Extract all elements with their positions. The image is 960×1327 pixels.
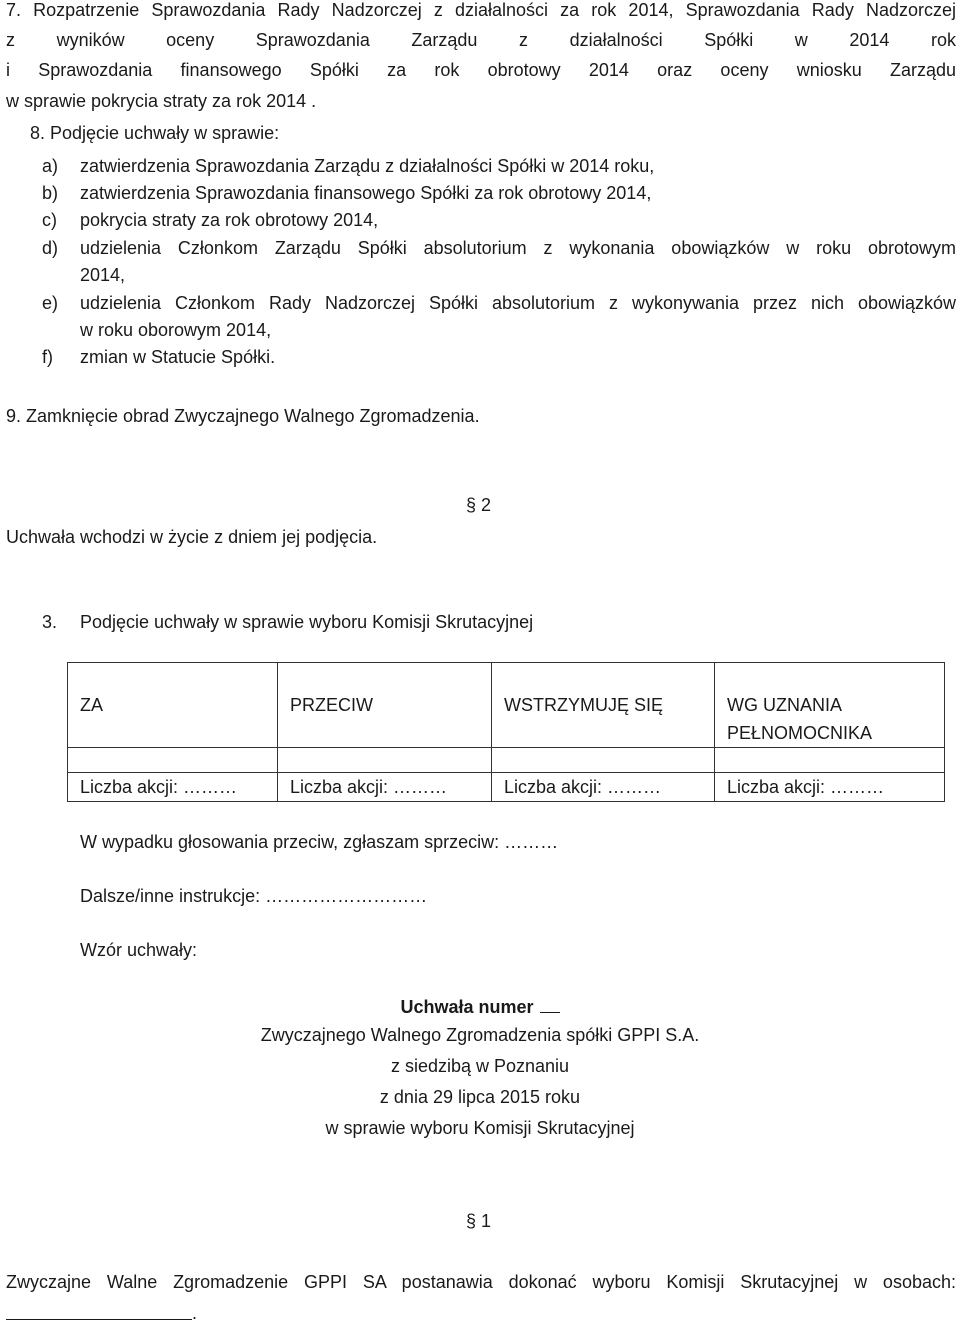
vote-count-przeciw[interactable]: Liczba akcji: ……… (278, 773, 492, 802)
vote-table-spacer-row (68, 748, 945, 773)
item-3-number: 3. (42, 612, 58, 632)
item-letter: d) (42, 238, 59, 258)
item-text-continuation: w roku oborowym 2014, (80, 320, 272, 340)
vote-header-za: ZA (68, 663, 278, 748)
section-9: 9. Zamknięcie obrad Zwyczajnego Walnego Zgromadzenia. (6, 406, 480, 426)
item-text: pokrycia straty za rok obrotowy 2014, (80, 210, 379, 230)
vote-table-count-row (68, 773, 945, 802)
item-text: zatwierdzenia Sprawozdania finansowego Spółki za rok obrotowy 2014, (80, 183, 652, 203)
resolution-line-1: Zwyczajnego Walnego Zgromadzenia spółki GPPI S.A. (260, 1025, 700, 1045)
objection-field[interactable]: W wypadku głosowania przeciw, zgłaszam sprzeciw: ……… (80, 832, 559, 852)
section-8-title: 8. Podjęcie uchwały w sprawie: (30, 123, 280, 143)
section-7-line-4: w sprawie pokrycia straty za rok 2014 . (6, 91, 317, 111)
paragraph-1-sign: § 1 (466, 1211, 492, 1231)
resolution-title-text: Uchwała numer (400, 997, 534, 1017)
vote-table-header-row (68, 663, 945, 748)
vote-count-za[interactable]: Liczba akcji: ……… (68, 773, 278, 802)
item-text-continuation: 2014, (80, 265, 126, 285)
template-label: Wzór uchwały: (80, 940, 198, 960)
resolution-title (0, 994, 960, 1018)
vote-count-wstrzymuje[interactable]: Liczba akcji: ……… (492, 773, 715, 802)
item-text: zmian w Statucie Spółki. (80, 347, 276, 367)
item-text: udzielenia Członkom Rady Nadzorczej Spółki absolutorium z wykonywania przez nich obowiązków (80, 293, 956, 313)
members-blank-line[interactable] (6, 1319, 192, 1320)
vote-header-wstrzymuje: WSTRZYMUJĘ SIĘ (492, 663, 715, 748)
resolution-line-3: z dnia 29 lipca 2015 roku (379, 1087, 581, 1107)
resolution-line-4: w sprawie wyboru Komisji Skrutacyjnej (325, 1118, 635, 1138)
paragraph-1-end: . (192, 1303, 198, 1323)
vote-spacer-cell (278, 748, 492, 773)
item-text: zatwierdzenia Sprawozdania Zarządu z działalności Spółki w 2014 roku, (80, 156, 655, 176)
resolution-line-2: z siedzibą w Poznaniu (390, 1056, 570, 1076)
item-letter: f) (42, 347, 53, 367)
vote-spacer-cell (492, 748, 715, 773)
paragraph-2-text: Uchwała wchodzi w życie z dniem jej podjęcia. (6, 527, 378, 547)
item-letter: e) (42, 293, 59, 313)
item-text: udzielenia Członkom Zarządu Spółki absolutorium z wykonania obowiązków w roku obrotowym (80, 238, 956, 258)
item-letter: a) (42, 156, 59, 176)
vote-table (67, 662, 945, 802)
item-letter: b) (42, 183, 59, 203)
item-letter: c) (42, 210, 57, 230)
instructions-field[interactable]: Dalsze/inne instrukcje: ……………………… (80, 886, 428, 906)
vote-count-wg-uznania[interactable]: Liczba akcji: ……… (715, 773, 945, 802)
item-3-text: Podjęcie uchwały w sprawie wyboru Komisji Skrutacyjnej (80, 612, 534, 632)
vote-header-wg-uznania: WG UZNANIA PEŁNOMOCNIKA (715, 663, 945, 748)
vote-spacer-cell (715, 748, 945, 773)
resolution-number-blank[interactable] (540, 994, 560, 1013)
paragraph-2-sign: § 2 (466, 495, 492, 515)
section-7-line-1: 7. Rozpatrzenie Sprawozdania Rady Nadzorczej z działalności za rok 2014, Sprawozdania Rady Nadzorczej (6, 0, 956, 20)
paragraph-1-text: Zwyczajne Walne Zgromadzenie GPPI SA postanawia dokonać wyboru Komisji Skrutacyjnej w osobach: (6, 1272, 956, 1292)
vote-header-przeciw: PRZECIW (278, 663, 492, 748)
section-7-line-3: i Sprawozdania finansowego Spółki za rok obrotowy 2014 oraz oceny wniosku Zarządu (6, 60, 956, 80)
section-7-line-2: z wyników oceny Sprawozdania Zarządu z działalności Spółki w 2014 rok (6, 30, 956, 50)
vote-spacer-cell (68, 748, 278, 773)
